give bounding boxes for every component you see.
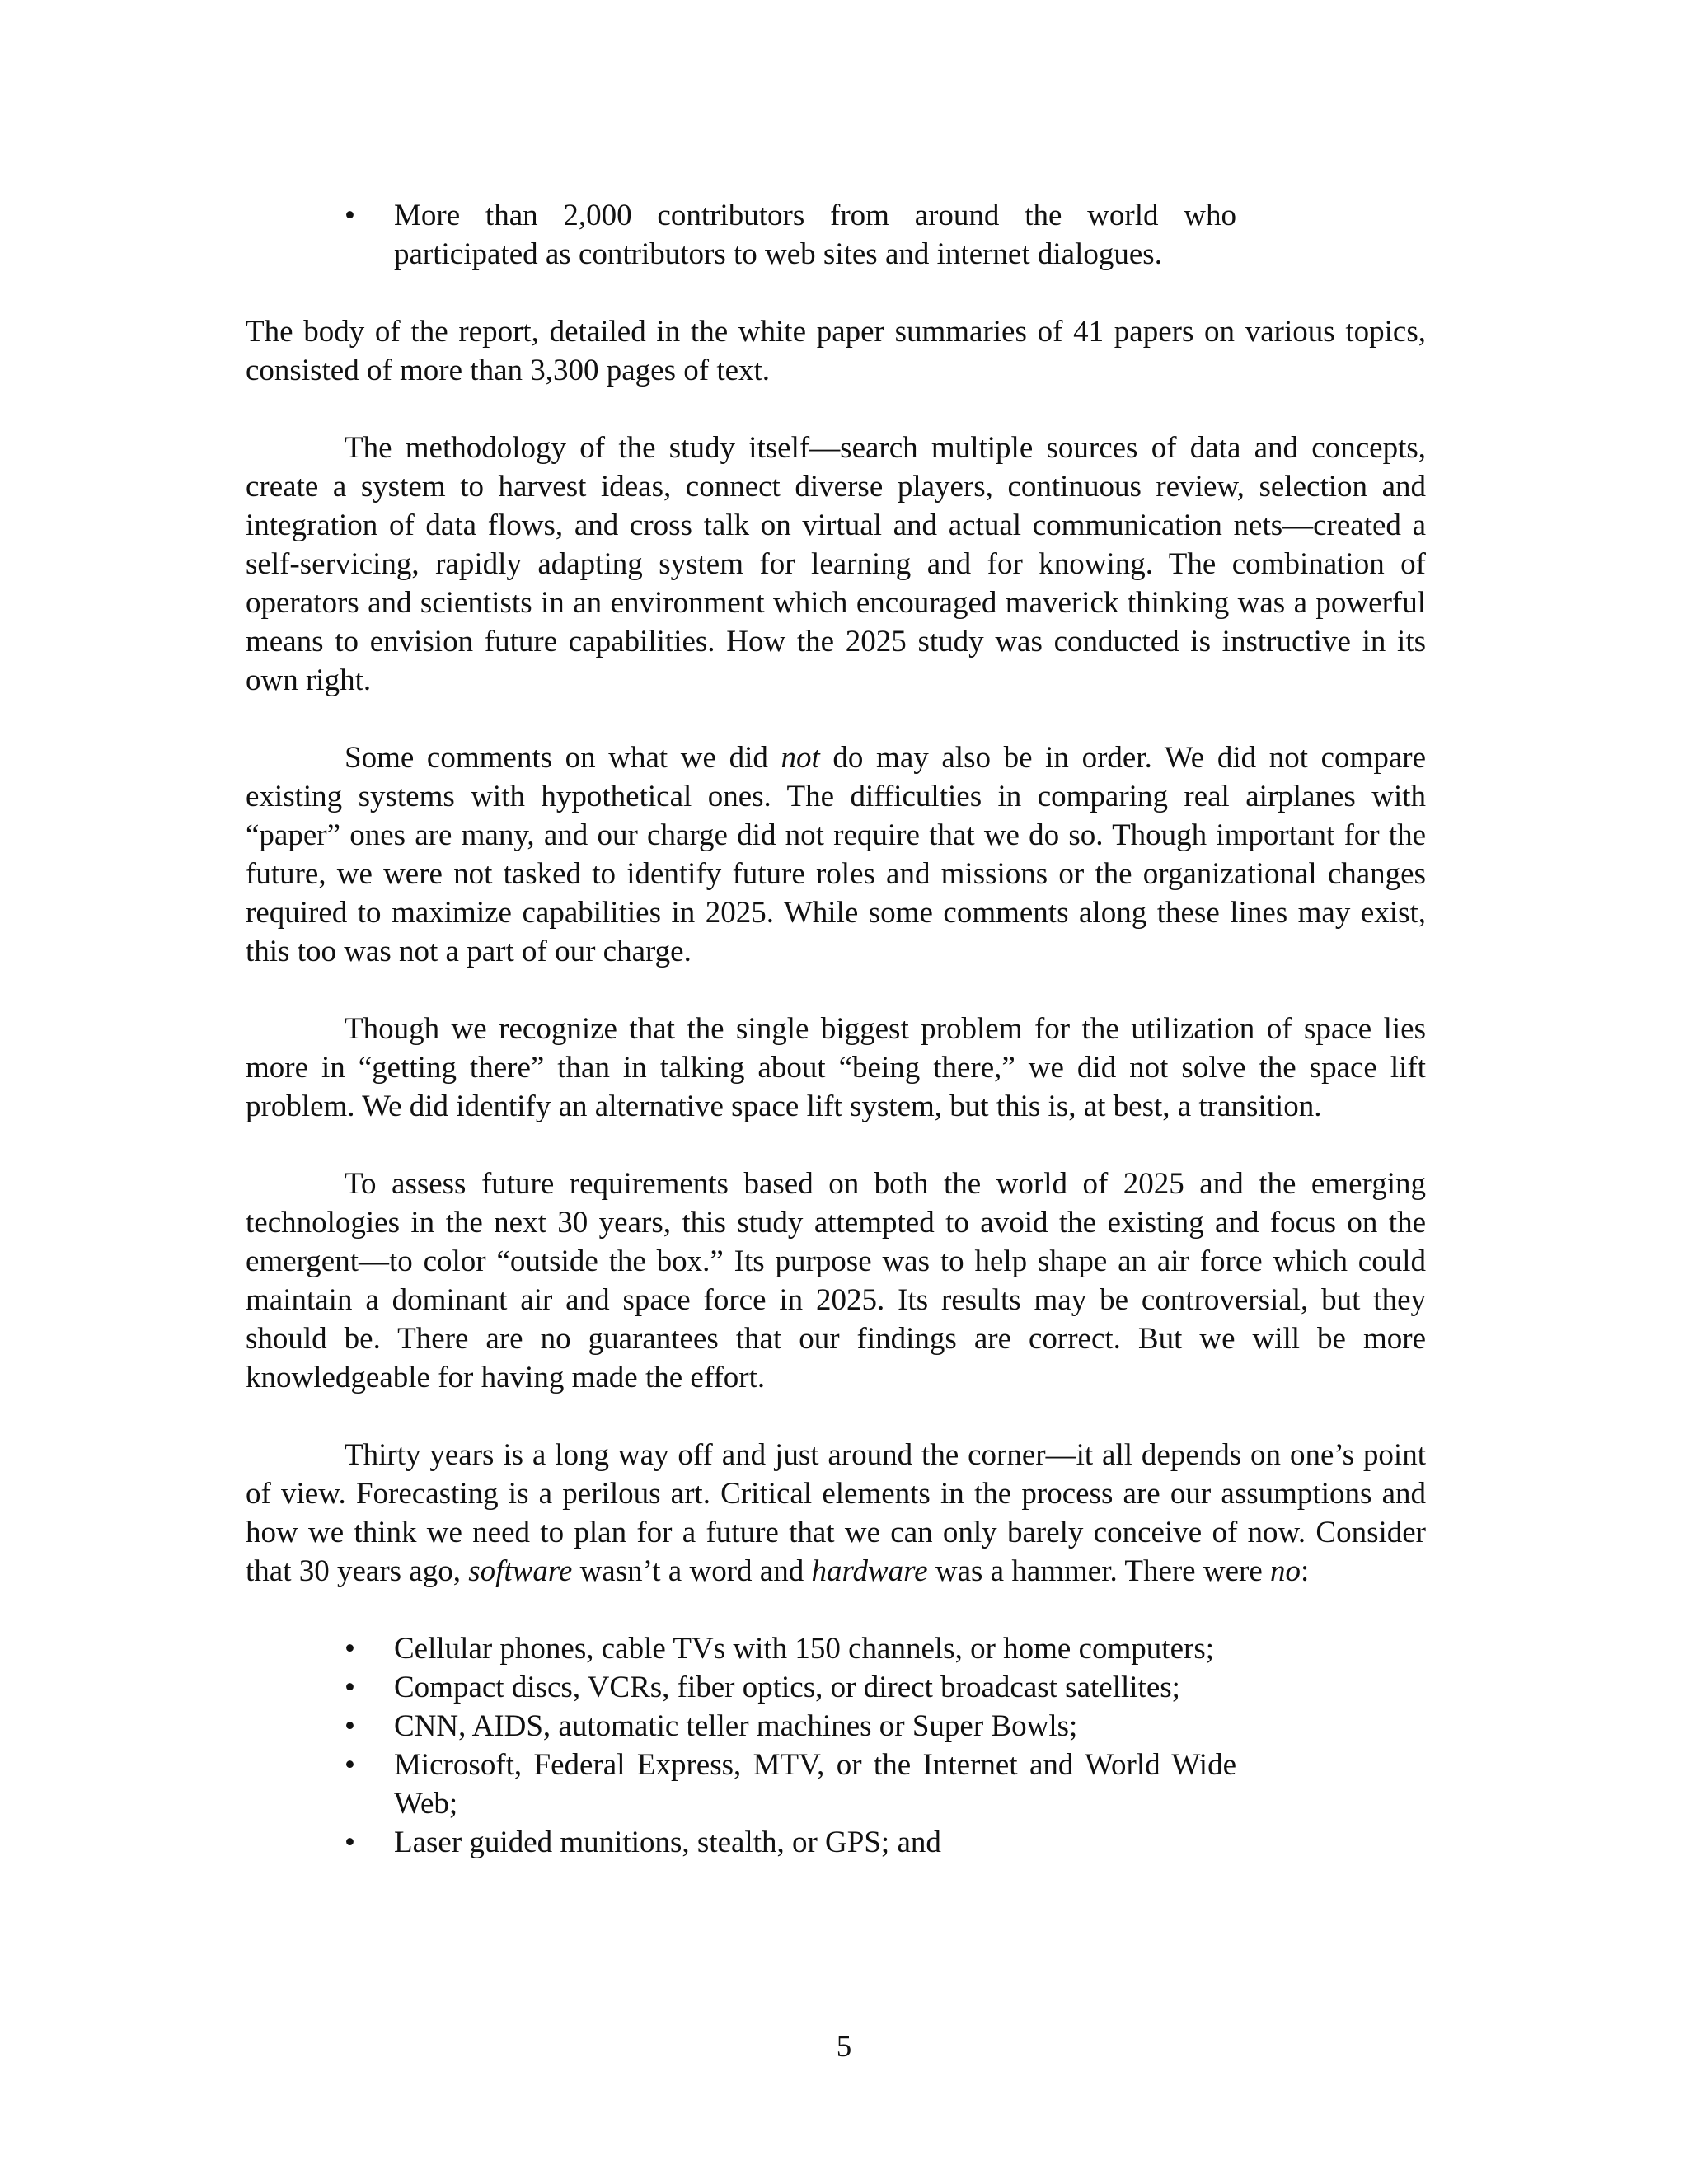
innovations-bullet-list bbox=[246, 1629, 1426, 1862]
bullet-icon: • bbox=[345, 1632, 355, 1666]
paragraph-methodology: The methodology of the study itself—search multiple sources of data and concepts, create a system to harvest ideas, connect diverse players, continuous review, selection and integration of data flows, and cross talk on virtual and actual communication nets—created a self-servicing, rapidly adapting system for learning and for knowing. The combination of operators and scientists in an environment which encouraged maverick thinking was a powerful means to envision future capabilities. How the 2025 study was conducted is instructive in its own right. bbox=[246, 431, 1426, 697]
bullet-text: More than 2,000 contributors from around the world who participated as contributors to web sites and internet dialogues. bbox=[394, 199, 1236, 271]
emphasis-hardware: hardware bbox=[811, 1554, 928, 1588]
page-number: 5 bbox=[836, 2030, 852, 2064]
text-run: was a hammer. There were bbox=[927, 1554, 1270, 1588]
text-run: wasn’t a word and bbox=[572, 1554, 812, 1588]
list-item bbox=[246, 1823, 1236, 1862]
emphasis-no: no bbox=[1270, 1554, 1301, 1588]
text-run: do may also be in order. We did not compare existing systems with hypothetical ones. The difficulties in comparing real airplanes with “paper” ones are many, and our charge did not require that we do so. Though important for the future, we were not tasked to identify future roles and missions or the organizational changes required to maximize capabilities in 2025. While some comments along these lines may exist, this too was not a part of our charge. bbox=[246, 741, 1426, 968]
bullet-icon: • bbox=[345, 1825, 355, 1859]
bullet-text: Microsoft, Federal Express, MTV, or the Internet and World Wide Web; bbox=[394, 1748, 1236, 1821]
bullet-text: Compact discs, VCRs, fiber optics, or direct broadcast satellites; bbox=[394, 1671, 1180, 1704]
paragraph-future-requirements: To assess future requirements based on both the world of 2025 and the emerging technologies in the next 30 years, this study attempted to avoid the existing and focus on the emergent—to color “outside the box.” Its purpose was to help shape an air force which could maintain a dominant air and space force in 2025. Its results may be controversial, but they should be. There are no guarantees that our findings are correct. But we will be more knowledgeable for having made the effort. bbox=[246, 1167, 1426, 1394]
bullet-icon: • bbox=[345, 199, 355, 232]
list-item bbox=[246, 1668, 1236, 1707]
paragraph-thirty-years bbox=[246, 1436, 1426, 1591]
list-item bbox=[246, 196, 1236, 274]
text-run: Thirty years is a long way off and just around the corner—it all depends on one’s point of view. Forecasting is a perilous art. Critical elements in the process are our assumptions and how we think we need to plan for a future that we can only barely conceive of now. Consider that 30 years ago, bbox=[246, 1438, 1426, 1588]
list-item bbox=[246, 1629, 1236, 1668]
paragraph-what-not-done bbox=[246, 738, 1426, 971]
list-item bbox=[246, 1707, 1236, 1746]
list-item bbox=[246, 1746, 1236, 1823]
document-page bbox=[246, 196, 1426, 1900]
bullet-text: Laser guided munitions, stealth, or GPS; and bbox=[394, 1825, 941, 1859]
paragraph-space-lift: Though we recognize that the single biggest problem for the utilization of space lies more in “getting there” than in talking about “being there,” we did not solve the space lift problem. We did identify an alternative space lift system, but this is, at best, a transition. bbox=[246, 1012, 1426, 1123]
bullet-icon: • bbox=[345, 1709, 355, 1743]
paragraph-report-body: The body of the report, detailed in the white paper summaries of 41 papers on various topics, consisted of more than 3,300 pages of text. bbox=[246, 315, 1426, 387]
bullet-text: Cellular phones, cable TVs with 150 channels, or home computers; bbox=[394, 1632, 1215, 1666]
emphasis-not: not bbox=[781, 741, 820, 775]
text-run: Some comments on what we did bbox=[345, 741, 781, 775]
bullet-icon: • bbox=[345, 1671, 355, 1704]
contributors-bullet-list bbox=[246, 196, 1426, 274]
emphasis-software: software bbox=[468, 1554, 573, 1588]
bullet-icon: • bbox=[345, 1748, 355, 1782]
text-run: : bbox=[1301, 1554, 1310, 1588]
bullet-text: CNN, AIDS, automatic teller machines or Super Bowls; bbox=[394, 1709, 1078, 1743]
